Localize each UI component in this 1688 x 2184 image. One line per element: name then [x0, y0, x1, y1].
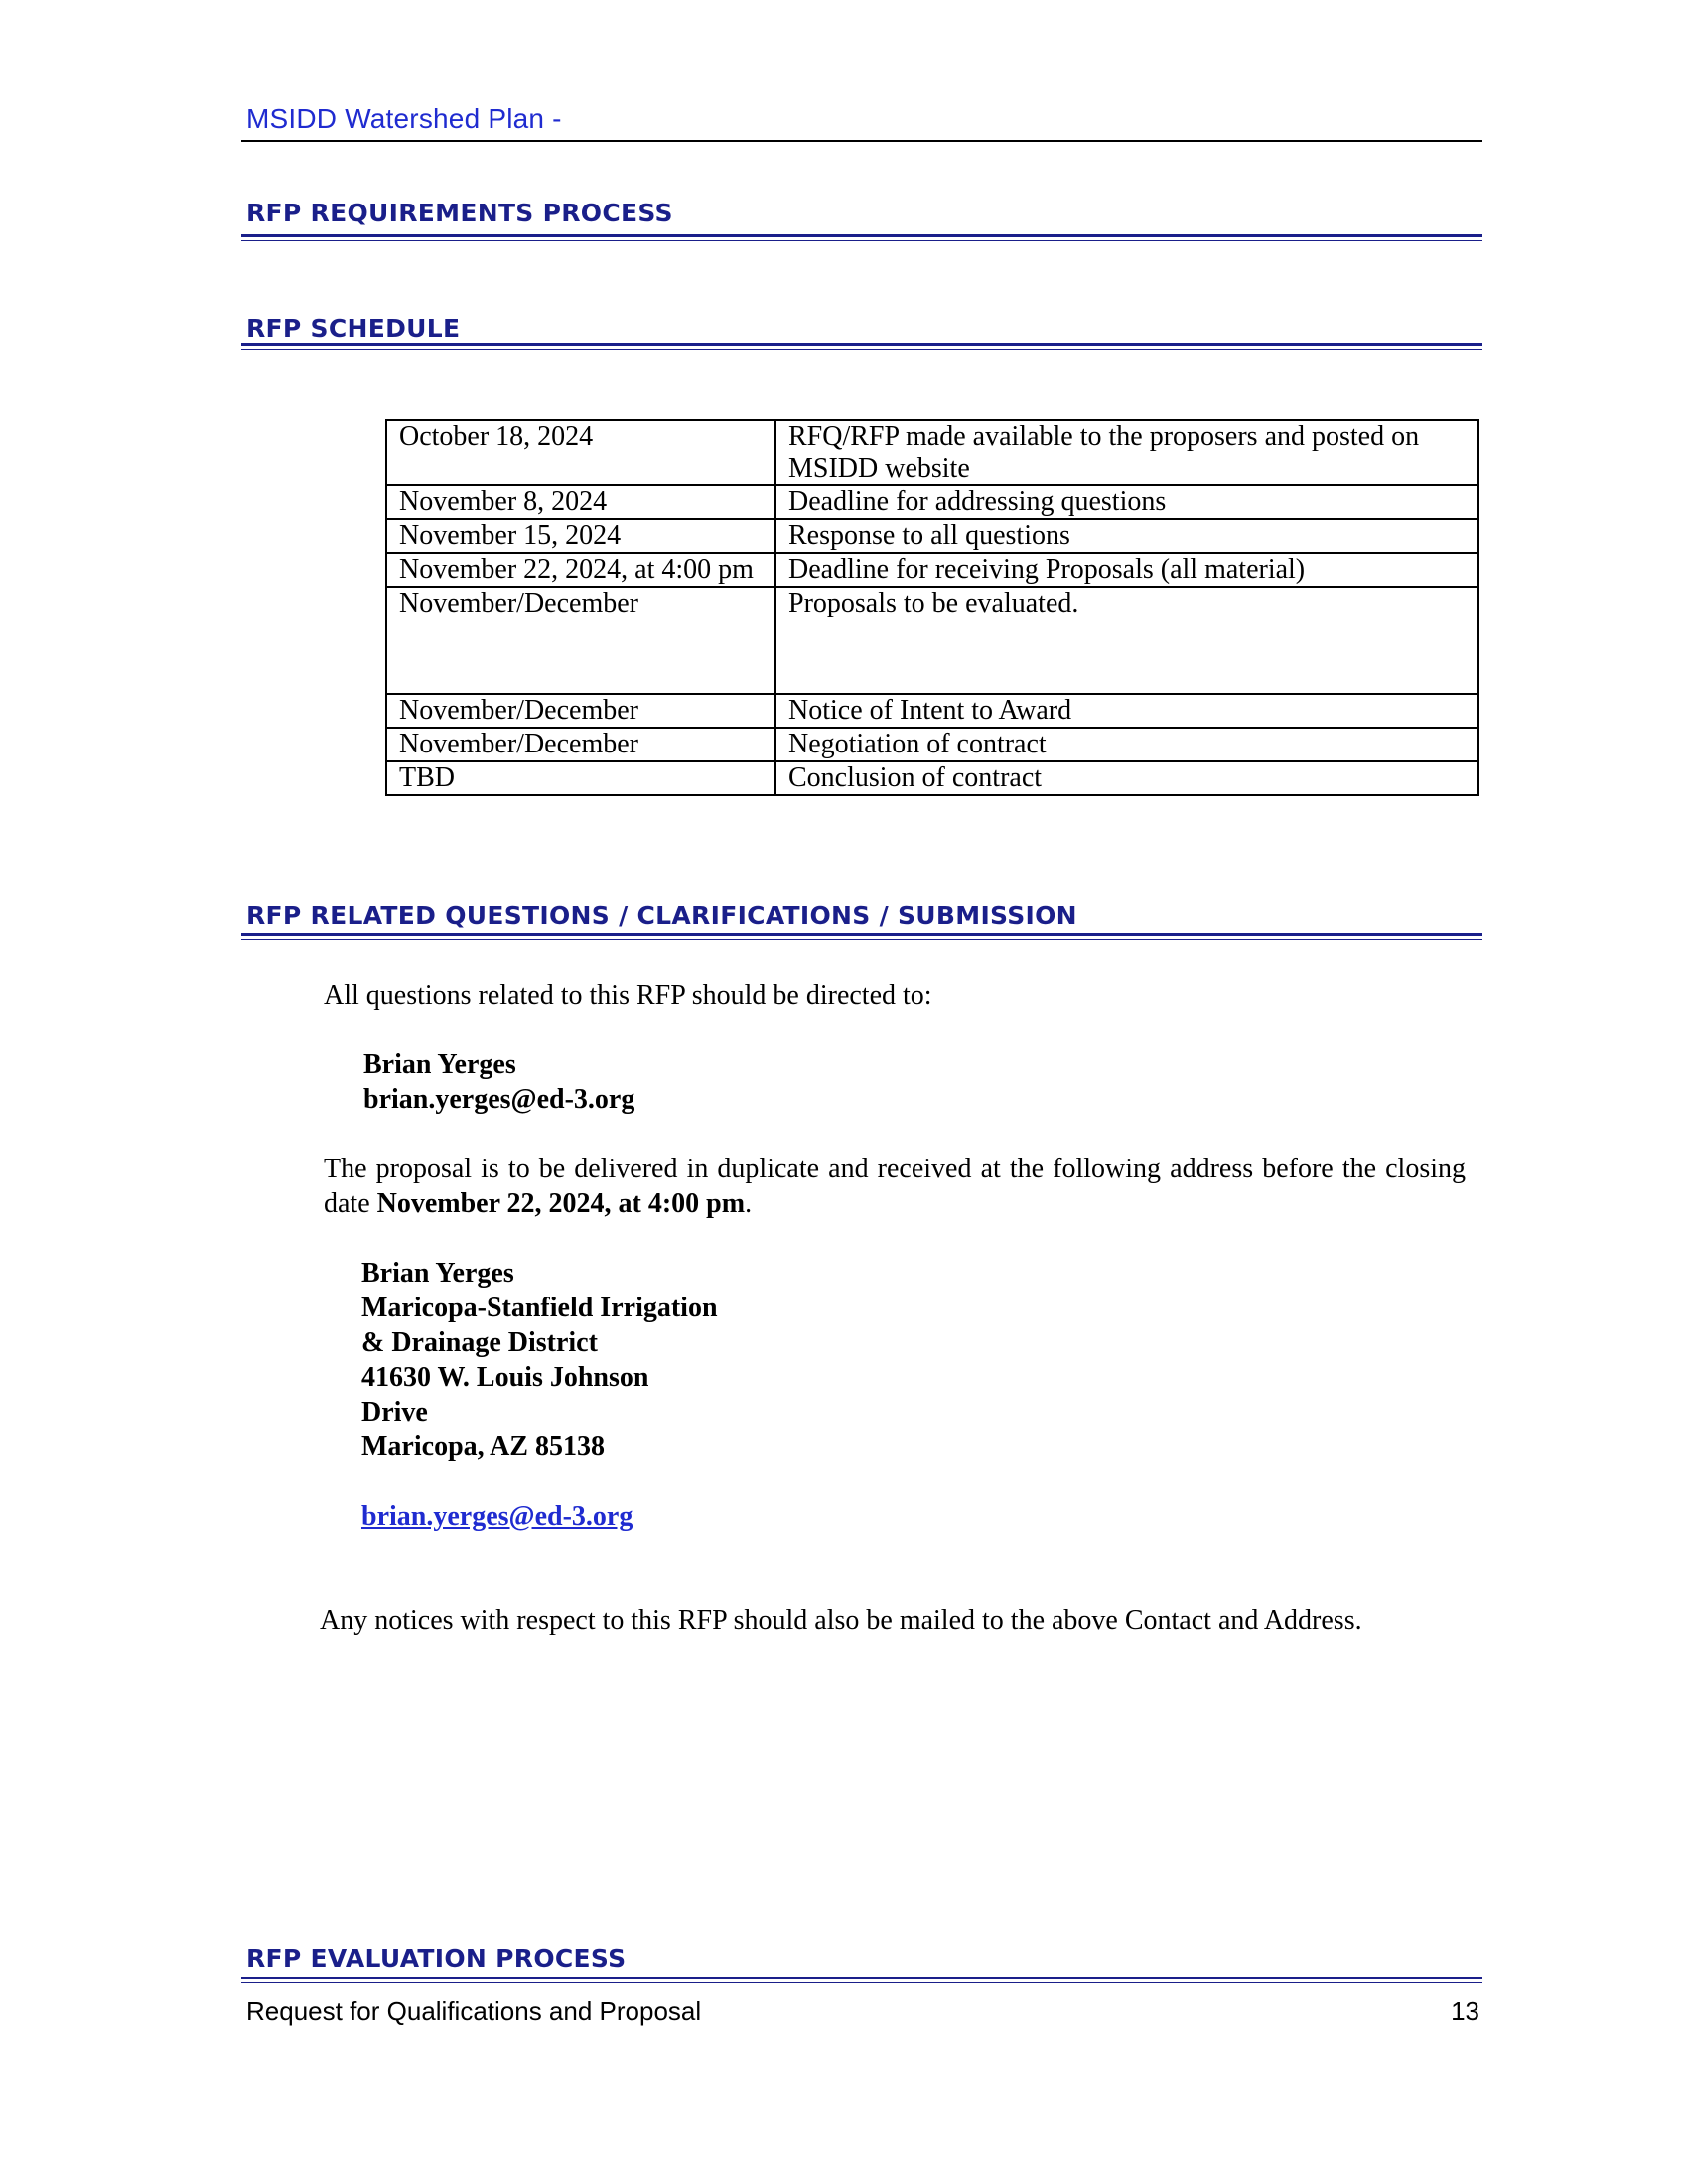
delivery-text: The proposal is to be delivered in duplicate and received at the following address before the closing date: [324, 1154, 1466, 1219]
schedule-event: RFQ/RFP made available to the proposers and posted on MSIDD website: [775, 420, 1478, 485]
schedule-date: November 8, 2024: [386, 485, 775, 519]
schedule-date: November/December: [386, 694, 775, 728]
schedule-event: Deadline for addressing questions: [775, 485, 1478, 519]
schedule-date: November/December: [386, 587, 775, 694]
heading-rule-evaluation: [241, 1977, 1482, 1983]
table-row: [386, 587, 1478, 694]
contact-email: brian.yerges@ed-3.org: [363, 1084, 635, 1115]
page-number: 13: [1451, 1996, 1479, 2026]
delivery-paragraph: [324, 1152, 1466, 1221]
schedule-event: Conclusion of contract: [775, 761, 1478, 795]
schedule-event: Response to all questions: [775, 519, 1478, 553]
address-org-line1: Maricopa-Stanfield Irrigation: [361, 1293, 718, 1323]
schedule-date: November 15, 2024: [386, 519, 775, 553]
heading-requirements-process: RFP REQUIREMENTS PROCESS: [246, 199, 673, 227]
heading-rule-schedule: [241, 343, 1482, 350]
table-row: [386, 485, 1478, 519]
email-link-line: [361, 1499, 633, 1534]
schedule-event: Notice of Intent to Award: [775, 694, 1478, 728]
table-row: [386, 420, 1478, 485]
schedule-date: TBD: [386, 761, 775, 795]
schedule-date: November 22, 2024, at 4:00 pm: [386, 553, 775, 587]
heading-questions-submission: RFP RELATED QUESTIONS / CLARIFICATIONS / SUBMISSION: [246, 901, 1077, 930]
address-org-line2: & Drainage District: [361, 1327, 598, 1358]
schedule-table: [385, 419, 1479, 796]
heading-rule-requirements: [241, 234, 1482, 241]
table-row: [386, 553, 1478, 587]
footer-title: Request for Qualifications and Proposal: [246, 1996, 702, 2026]
schedule-event: Proposals to be evaluated.: [775, 587, 1478, 694]
schedule-event: Deadline for receiving Proposals (all material): [775, 553, 1478, 587]
address-name: Brian Yerges: [361, 1258, 514, 1289]
notice-paragraph: Any notices with respect to this RFP should also be mailed to the above Contact and Address.: [320, 1605, 1362, 1636]
schedule-event: Negotiation of contract: [775, 728, 1478, 761]
address-city: Maricopa, AZ 85138: [361, 1432, 605, 1462]
schedule-date: October 18, 2024: [386, 420, 775, 485]
delivery-end: .: [745, 1188, 753, 1219]
contact-name: Brian Yerges: [363, 1049, 516, 1080]
address-block: [361, 1256, 718, 1464]
table-row: [386, 519, 1478, 553]
heading-schedule: RFP SCHEDULE: [246, 314, 461, 342]
table-row: [386, 694, 1478, 728]
header-rule: [241, 140, 1482, 142]
table-row: [386, 761, 1478, 795]
table-row: [386, 728, 1478, 761]
running-header: MSIDD Watershed Plan -: [246, 103, 562, 134]
heading-rule-questions: [241, 933, 1482, 940]
questions-intro: All questions related to this RFP should be directed to:: [324, 980, 932, 1011]
address-street-line2: Drive: [361, 1397, 428, 1428]
address-street-line1: 41630 W. Louis Johnson: [361, 1362, 649, 1393]
heading-evaluation-process: RFP EVALUATION PROCESS: [246, 1944, 627, 1973]
email-link[interactable]: brian.yerges@ed-3.org: [361, 1501, 633, 1532]
schedule-date: November/December: [386, 728, 775, 761]
delivery-deadline: November 22, 2024, at 4:00 pm: [376, 1188, 746, 1219]
